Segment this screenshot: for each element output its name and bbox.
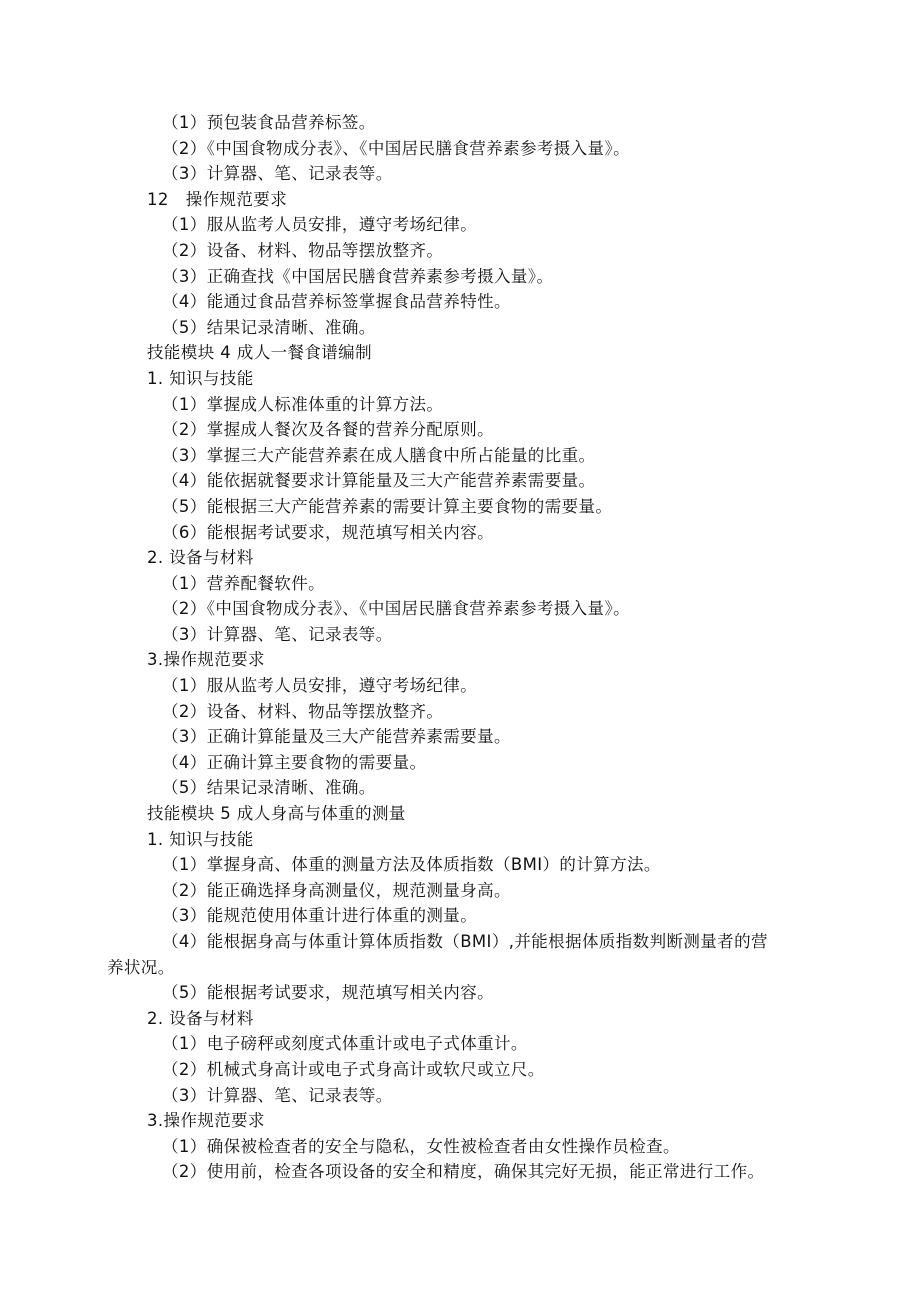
list-item: （1）掌握成人标准体重的计算方法。	[162, 394, 444, 414]
section-heading: 3.操作规范要求	[147, 1111, 265, 1131]
list-item: （1）服从监考人员安排，遵守考场纪律。	[162, 215, 478, 235]
list-item: （5）能根据三大产能营养素的需要计算主要食物的需要量。	[162, 496, 613, 516]
paragraph-line: （4）能根据身高与体重计算体质指数（BMI）,并能根据体质指数判断测量者的营	[162, 932, 768, 951]
document-body	[0, 110, 920, 1185]
list-item: （3）计算器、笔、记录表等。	[162, 1085, 393, 1105]
section-heading: 1. 知识与技能	[147, 829, 254, 849]
list-item: （2）使用前，检查各项设备的安全和精度，确保其完好无损，能正常进行工作。	[162, 1162, 765, 1182]
list-item: （5）结果记录清晰、准确。	[162, 317, 376, 337]
list-item: （2）设备、材料、物品等摆放整齐。	[162, 240, 444, 260]
list-item: （3）能规范使用体重计进行体重的测量。	[162, 906, 478, 926]
list-item: （1）预包装食品营养标签。	[162, 113, 376, 132]
list-item: （1）服从监考人员安排，遵守考场纪律。	[162, 676, 478, 696]
list-item: （1）确保被检查者的安全与隐私，女性被检查者由女性操作员检查。	[162, 1136, 680, 1156]
list-item: （3）正确查找《中国居民膳食营养素参考摄入量》。	[162, 266, 554, 286]
list-item: （5）结果记录清晰、准确。	[162, 778, 376, 798]
section-heading: 3.操作规范要求	[147, 650, 265, 670]
list-item: （1）营养配餐软件。	[162, 573, 325, 593]
list-item: （1）电子磅秤或刻度式体重计或电子式体重计。	[162, 1034, 528, 1054]
list-item: （2）机械式身高计或电子式身高计或软尺或立尺。	[162, 1059, 545, 1079]
list-item: （2）设备、材料、物品等摆放整齐。	[162, 701, 444, 721]
list-item: （3）掌握三大产能营养素在成人膳食中所占能量的比重。	[162, 445, 596, 465]
section-heading: 技能模块 4 成人一餐食谱编制	[147, 343, 372, 363]
list-item: （6）能根据考试要求，规范填写相关内容。	[162, 522, 494, 542]
list-item: （2）《中国食物成分表》、《中国居民膳食营养素参考摄入量》。	[162, 599, 630, 619]
section-heading: 2. 设备与材料	[147, 548, 254, 568]
list-item: （1）掌握身高、体重的测量方法及体质指数（BMI）的计算方法。	[162, 855, 661, 875]
list-item: （3）计算器、笔、记录表等。	[162, 164, 393, 184]
list-item: （2）《中国食物成分表》、《中国居民膳食营养素参考摄入量》。	[162, 138, 630, 158]
list-item: （3）计算器、笔、记录表等。	[162, 624, 393, 644]
paragraph-continuation: 养状况。	[107, 957, 175, 977]
list-item: （5）能根据考试要求，规范填写相关内容。	[162, 983, 494, 1003]
section-heading: 12 操作规范要求	[147, 189, 288, 209]
list-item: （4）能依据就餐要求计算能量及三大产能营养素需要量。	[162, 471, 596, 491]
list-item: （4）能通过食品营养标签掌握食品营养特性。	[162, 292, 511, 312]
list-item: （3）正确计算能量及三大产能营养素需要量。	[162, 727, 511, 747]
section-heading: 技能模块 5 成人身高与体重的测量	[147, 804, 406, 824]
section-heading: 1. 知识与技能	[147, 368, 254, 388]
list-item: （4）正确计算主要食物的需要量。	[162, 752, 427, 772]
paragraph-wrapped	[0, 929, 920, 980]
section-heading: 2. 设备与材料	[147, 1008, 254, 1028]
list-item: （2）能正确选择身高测量仪，规范测量身高。	[162, 880, 511, 900]
list-item: （2）掌握成人餐次及各餐的营养分配原则。	[162, 420, 494, 440]
